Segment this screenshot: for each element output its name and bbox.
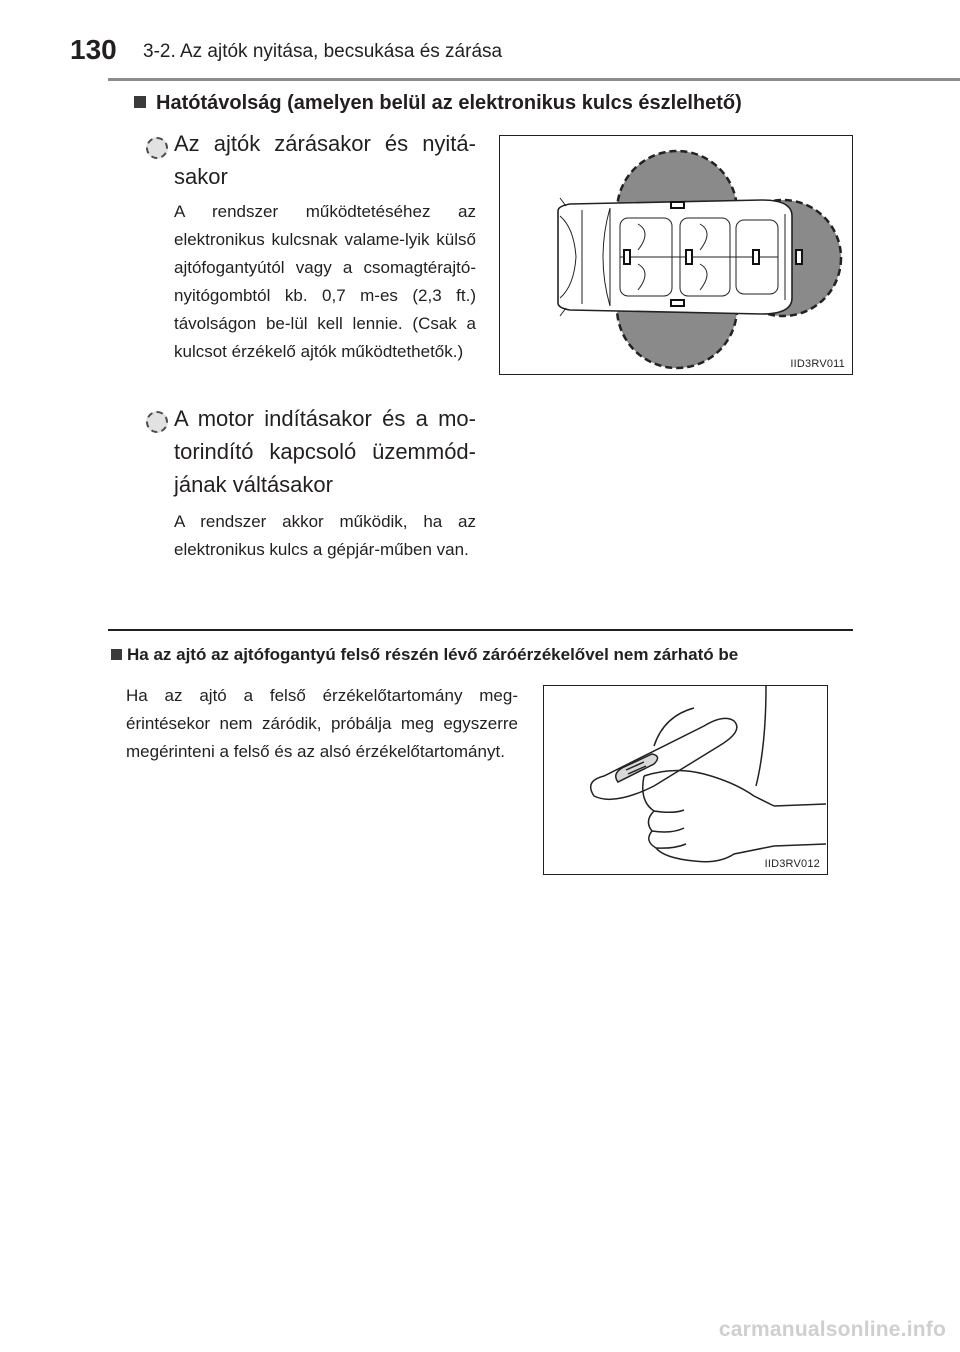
dashed-circle-bullet-icon	[146, 411, 168, 433]
figure-code: IID3RV011	[790, 358, 845, 370]
hand-door-handle-illustration	[544, 686, 826, 873]
item-title-engine-start: A motor indításakor és a mo-torindító kapcsoló üzemmód-jának váltásakor	[174, 406, 476, 497]
section-heading	[111, 645, 738, 665]
page-number: 130	[70, 34, 117, 65]
dashed-circle-bullet-icon	[146, 137, 168, 159]
header-rule	[108, 78, 960, 81]
figure-door-handle-sensor	[543, 685, 828, 875]
section-heading-text: Ha az ajtó az ajtófogantyú felső részén lévő záróérzékelővel nem zárható be	[127, 645, 739, 664]
chapter-title: 3-2. Az ajtók nyitása, becsukása és zárása	[143, 41, 503, 62]
figure-code: IID3RV012	[764, 858, 820, 870]
item-body-engine-start: A rendszer akkor működik, ha az elektronikus kulcs a gépjár-műben van.	[174, 512, 476, 559]
item-body-locking: A rendszer működtetéséhez az elektronikus kulcsnak valame-lyik külső ajtófogantyútól vagy a csomagtérajtó-nyitógombtól kb. 0,7 m-es (2,3 ft.) távolságon be-lül kell lennie. (Csak a kulcsot érzékelő ajtók működtethetők.)	[174, 202, 476, 361]
figure-detection-range	[499, 135, 853, 375]
section-heading-text: Hatótávolság (amelyen belül az elektronikus kulcs észlelhető)	[156, 92, 742, 114]
item-title-locking: Az ajtók zárásakor és nyitá-sakor	[174, 131, 476, 189]
square-bullet-icon	[111, 649, 122, 660]
watermark: carmanualsonline.info	[718, 1318, 946, 1341]
section-heading	[134, 92, 742, 115]
section-divider	[108, 629, 853, 631]
car-top-view-illustration	[500, 136, 851, 373]
square-bullet-icon	[134, 96, 146, 108]
section2-body: Ha az ajtó a felső érzékelőtartomány meg-érintésekor nem záródik, próbálja meg egyszerre megérinteni a felső és az alsó érzékelőtartományt.	[126, 686, 518, 761]
